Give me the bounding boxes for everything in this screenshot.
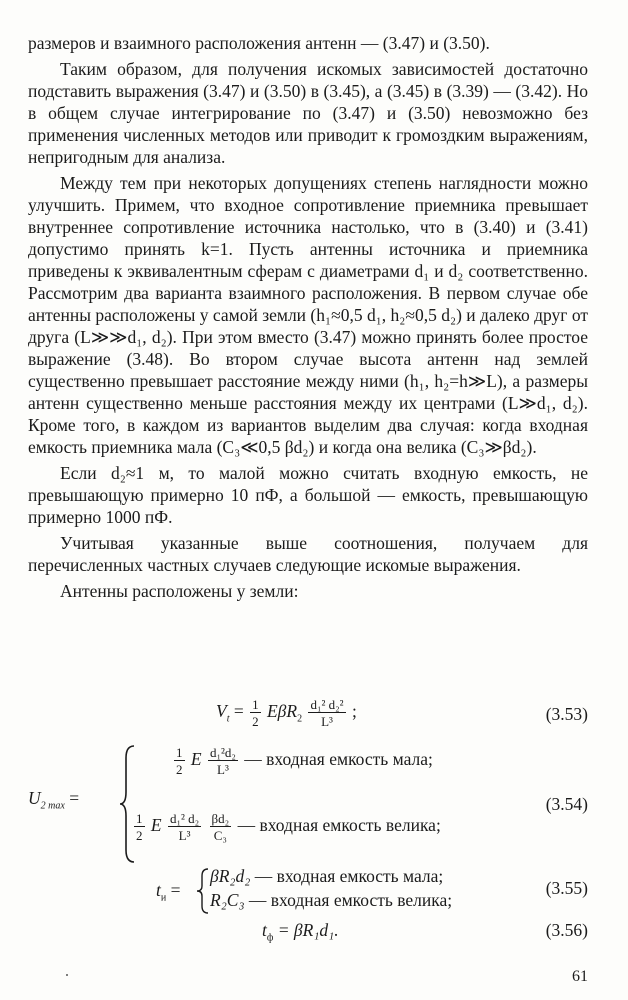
eq355-row1 <box>210 866 443 887</box>
eq354-row2-den2: C₃ <box>213 828 227 843</box>
paragraph-2: Таким образом, для получения искомых зависимостей достаточно подставить выражения (3.47) и (3.50) в (3.45), а (3.45) в (3.39) — (3.42). Но в общем случае интегрирование по (3.47) и (3.50) невозможно без применения численных методов или приводит к громоздким выражениям, непригодным для анализа. <box>28 59 588 167</box>
paragraph-5: Учитывая указанные выше соотношения, получаем для перечисленных частных случаев следующие искомые выражения. <box>28 533 588 575</box>
eq356-rhs: = βR₁d₁. <box>277 920 339 940</box>
equation-3-53: $V_t$ = $\frac{1}{2}$ EβR$_2$ $\frac{\text{d₁² d₂²}}{\text{L³}}$ ; (3.53) <box>216 697 588 729</box>
eq354-lhs: U <box>28 788 41 808</box>
eq356-lhs-sub: ф <box>266 932 274 944</box>
eq355-row1-expr: βR₂d₂ <box>210 866 251 886</box>
paragraph-6: Антенны расположены у земли: <box>60 581 299 601</box>
eq354-row1-text: — входная емкость мала; <box>244 749 433 770</box>
eq354-row2-num2: βd₂ <box>211 811 230 826</box>
eq353-mid: EβR <box>266 701 298 722</box>
eq356-lhs: t <box>262 920 267 940</box>
eq353-num: d₁² d₂² <box>310 697 344 712</box>
eq354-row2-text: — входная емкость велика; <box>237 815 441 836</box>
eq353-half-den: 2 <box>252 714 259 729</box>
eq353-frac <box>308 698 345 728</box>
page-number: 61 <box>572 968 588 985</box>
eq355-lhs-sub: и <box>160 892 167 904</box>
eq356-number: (3.56) <box>545 920 588 940</box>
eq354-row2-e: E <box>150 815 162 836</box>
eq353-tail: ; <box>351 701 357 722</box>
eq354-row2 <box>132 812 441 842</box>
eq354-row2-den: L³ <box>178 828 191 843</box>
paragraph-4: Если d₂≈1 м, то малой можно считать входную емкость, не превышающую примерно 10 пФ, а большой — емкость, превышающую примерно 1000 пФ. <box>28 463 588 527</box>
eq353-number: (3.53) <box>545 704 588 724</box>
eq355-row2-text: — входная емкость велика; <box>248 890 453 910</box>
eq354-lhs-sub: 2 max <box>40 800 65 812</box>
page-body <box>28 32 588 606</box>
eq354-row1-num: d₁²d₂ <box>209 745 236 760</box>
eq354-number: (3.54) <box>545 794 588 814</box>
eq353-lhs: V <box>216 701 227 722</box>
paragraph-3: Между тем при некоторых допущениях степень наглядности можно улучшить. Примем, что входное сопротивление приемника превышает внутреннее сопротивление источника настолько, что в (3.40) и (3.41) допустимо принять k=1. Пусть антенны источника и приемника приведены к эквивалентным сферам с диаметрами d₁ и d₂ соответственно. Рассмотрим два варианта взаимного расположения. В первом случае обе антенны расположены у самой земли (h₁≈0,5 d₁, h₂≈0,5 d₂) и далеко друг от друга (L≫≫d₁, d₂). При этом вместо (3.47) можно принять более простое выражение (3.48). Во втором случае высота антенн над землей существенно превышает расстояние между ними (h₁, h₂=h≫L), а размеры антенн существенно меньше расстояния между их центрами (L≫d₁, d₂). Кроме того, в каждом из вариантов выделим два случая: когда входная емкость приемника мала (C₃≪0,5 βd₂) и когда она велика (C₃≫βd₂). <box>28 173 589 457</box>
eq355-row2 <box>210 890 452 911</box>
eq355-number: (3.55) <box>545 878 588 898</box>
eq354-row2-num: d₁² d₂ <box>169 811 200 826</box>
eq355-row2-expr: R₂C₃ <box>210 890 245 910</box>
equation-3-55: $t_и$ = βR₂d₂ — входная емкость мала; R₂C₃ — входная емкость велика; (3.55) <box>28 866 588 916</box>
eq353-half-num: 1 <box>252 697 259 712</box>
eq355-brace <box>196 868 210 914</box>
eq354-row2-coef-num: 1 <box>136 811 143 826</box>
equation-3-54: $U_{2 max}$ = $\frac{1}{2}$ E $\frac{\text{d₁²d₂}}{\text{L³}}$ — входная емкость мала; $\frac{1}{2}$ E $\frac{\text{d₁² d₂}}{\text{L³}}$ $\frac{\text{βd₂}}{\text{C₃}}$ — входная емкость велика; (3.54) <box>28 744 588 866</box>
eq354-row1-coef-num: 1 <box>176 745 183 760</box>
equation-3-56 <box>28 920 588 946</box>
eq353-mid-sub: 2 <box>297 713 303 725</box>
eq355-row1-text: — входная емкость мала; <box>254 866 444 886</box>
eq355-lhs: t <box>156 880 161 900</box>
eq354-row2-coef-den: 2 <box>136 828 143 843</box>
eq353-half <box>250 698 261 728</box>
page-speck <box>66 974 68 976</box>
eq354-row1 <box>172 746 433 776</box>
eq354-row1-coef-den: 2 <box>176 762 183 777</box>
eq353-den: L³ <box>321 714 333 729</box>
eq354-row1-den: L³ <box>217 762 229 777</box>
eq353-lhs-sub: t <box>226 713 230 725</box>
eq354-row1-e: E <box>190 749 202 770</box>
eq354-brace <box>118 744 138 864</box>
paragraph-1: размеров и взаимного расположения антенн — (3.47) и (3.50). <box>28 33 490 53</box>
